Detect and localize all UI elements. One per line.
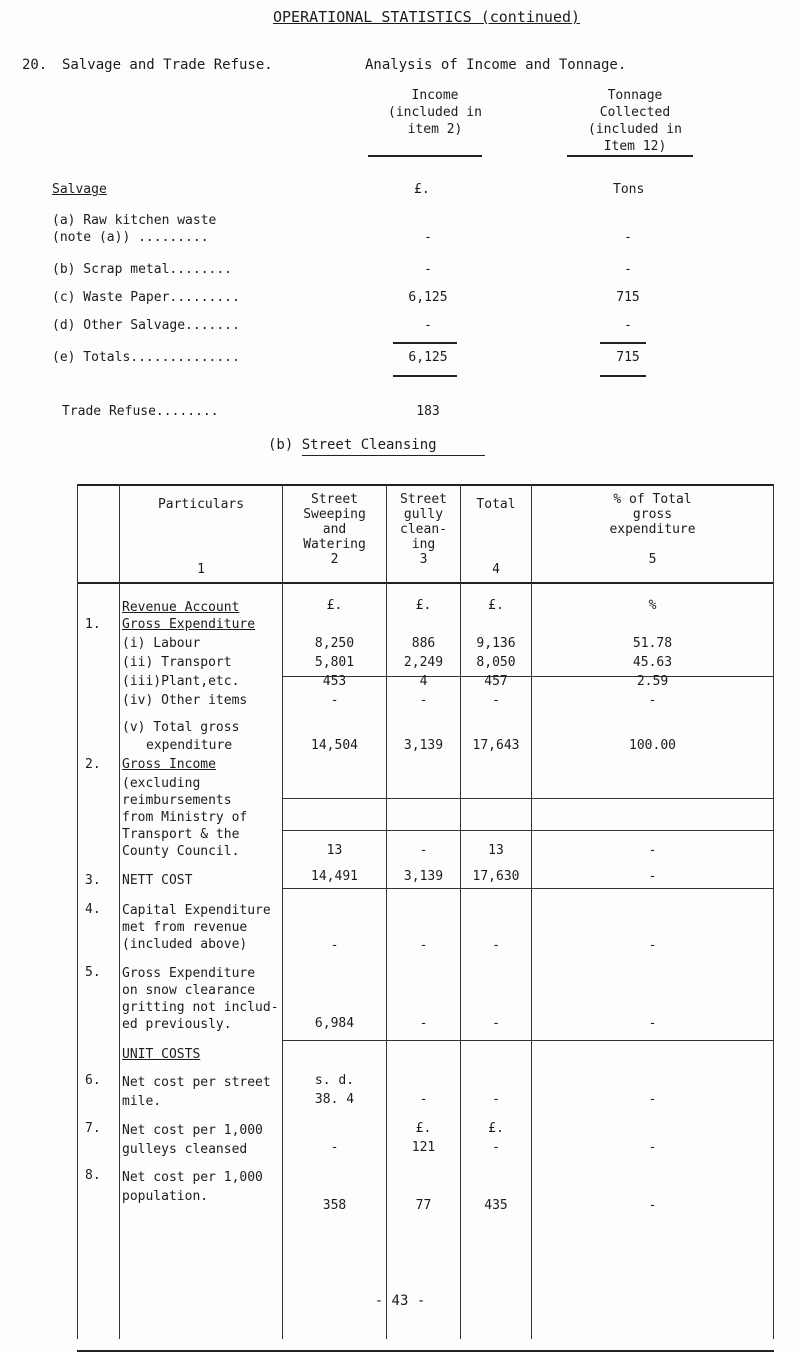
item-label: Net cost per street mile. [122,1075,271,1109]
totals-bottom-rule [393,375,457,377]
cell-value: 358 [322,1198,347,1213]
cell-value: - [648,843,657,858]
cell-value: 13 [488,843,504,858]
salvage-row-tonnage: - [624,318,632,333]
unit-label: £. [488,598,504,613]
row-separator [282,888,773,889]
item-number: 8. [85,1168,101,1183]
tonnage-unit: Tons [613,182,645,197]
table-top-border [77,484,774,486]
salvage-row-income: - [424,318,432,333]
cell-unit: £. [415,1121,432,1136]
item-number: 7. [85,1121,101,1136]
cell-value: - [648,1016,657,1031]
unit-label: £. [326,598,343,613]
totals-top-rule [393,342,457,344]
header-sweeping: Street Sweeping and Watering 2 [303,492,366,567]
cell-value: 8,250 [314,636,355,651]
cell-value: - [330,938,339,953]
unit-label: % [648,598,657,613]
item-label: (iii)Plant,etc. [122,674,240,689]
salvage-row-tonnage: - [624,262,632,277]
cell-value: 38. 4 [314,1092,355,1107]
cell-value: - [492,1092,500,1107]
cell-value: - [492,1016,500,1031]
cell-value: - [419,1092,428,1107]
header-bottom-border [77,582,774,584]
cell-value: - [419,1016,428,1031]
item-label: Net cost per 1,000 population. [122,1170,263,1204]
item-label: (iv) Other items [122,693,248,708]
cell-value: 6,984 [314,1016,355,1031]
row-separator [282,830,773,831]
street-cleansing-title: (b) Street Cleansing [268,437,437,453]
item-number: 6. [85,1073,101,1088]
salvage-label: Salvage [52,182,107,197]
cell-value: 100.00 [629,738,676,753]
salvage-row-tonnage: - [624,230,632,245]
row-separator [282,798,773,799]
col-divider [773,484,774,1339]
unit-costs-heading: UNIT COSTS [122,1047,201,1062]
cell-value: - [419,843,428,858]
item-label: Capital Expenditure met from revenue (included above) [122,903,271,952]
cell-value: - [419,693,428,708]
salvage-row-income: - [424,262,432,277]
tonnage-heading-rule [567,155,693,157]
item-number: 4. [85,902,101,917]
salvage-row-label: (a) Raw kitchen waste (note (a)) ......... [52,213,217,245]
item-label: Gross Expenditure [122,617,256,632]
cell-value: 17,630 [472,869,520,884]
salvage-row-label: (c) Waste Paper......... [52,290,240,305]
header-col-number: 1 [197,562,205,577]
item-number: 2. [85,757,101,772]
cell-value: - [419,938,428,953]
cell-value: 886 [411,636,436,651]
item-label: (excluding reimbursements from Ministry of Transport & the County Council. [122,776,248,859]
cell-value: - [648,938,657,953]
cell-value: 51.78 [632,636,673,651]
header-particulars: Particulars [157,497,245,512]
item-label: (i) Labour [122,636,201,651]
item-number: 3. [85,873,101,888]
cell-value: 3,139 [403,738,444,753]
item-number: 1. [85,617,101,632]
salvage-total-label: (e) Totals.............. [52,350,240,365]
cell-value: - [648,1092,657,1107]
item-label: NETT COST [122,873,193,888]
cell-value: 121 [411,1140,436,1155]
cell-unit: £. [488,1121,504,1136]
cell-value: 14,504 [311,738,358,753]
trade-refuse-income: 183 [416,404,440,419]
totals-bottom-rule [600,375,646,377]
salvage-row-label: (b) Scrap metal........ [52,262,233,277]
salvage-row-label: (d) Other Salvage....... [52,318,240,333]
item-label: (ii) Transport [122,655,232,670]
cell-value: 2,249 [403,655,444,670]
cell-value: 2.59 [636,674,669,689]
unit-label: £. [415,598,432,613]
salvage-row-income: 6,125 [408,290,448,305]
cell-value: 3,139 [403,869,444,884]
cell-value: 14,491 [311,869,358,884]
income-column-heading: Income (included in item 2) [388,88,482,137]
tonnage-column-heading: Tonnage Collected (included in Item 12) [588,88,682,154]
cell-value: 77 [415,1198,432,1213]
salvage-row-tonnage: 715 [616,290,640,305]
cell-value: 13 [326,843,343,858]
salvage-total-tonnage: 715 [616,350,640,365]
cell-value: 5,801 [314,655,355,670]
cell-value: 435 [484,1198,508,1213]
cell-value: 8,050 [476,655,516,670]
cell-value: - [648,693,657,708]
item-label: Gross Income [122,757,216,772]
income-unit: £. [414,182,430,197]
section-number: 20. [22,57,48,73]
cell-value: - [492,693,500,708]
trade-refuse-label: Trade Refuse........ [62,404,219,419]
header-total: Total [476,497,516,512]
cell-value: 45.63 [632,655,673,670]
row-separator [282,1040,773,1041]
cell-value: - [492,1140,500,1155]
col-divider [77,484,78,1339]
item-label: expenditure [146,738,233,753]
cell-value: - [330,1140,339,1155]
cell-value: - [648,869,657,884]
col-divider [119,484,120,1339]
title-underline [302,455,485,456]
header-gully: Street gully clean- ing 3 [400,492,447,567]
header-col-number: 4 [492,562,500,577]
item-label: Net cost per 1,000 gulleys cleansed [122,1123,263,1157]
cell-value: 457 [484,674,508,689]
header-percent: % of Total gross expenditure 5 [609,492,696,567]
cell-value: 453 [322,674,347,689]
item-label: (v) Total gross [122,720,240,735]
section-title: Salvage and Trade Refuse. [62,57,273,73]
analysis-title: Analysis of Income and Tonnage. [365,57,627,73]
salvage-row-income: - [424,230,432,245]
cell-unit: s. d. [314,1073,355,1088]
cell-value: - [492,938,500,953]
page-number: - 43 - [374,1293,426,1309]
item-label: Gross Expenditure on snow clearance gritting not includ- ed previously. [122,966,279,1032]
item-label: Revenue Account [122,600,240,615]
cell-value: - [648,1140,657,1155]
income-heading-rule [368,155,482,157]
cell-value: - [330,693,339,708]
item-number: 5. [85,965,101,980]
page-header: OPERATIONAL STATISTICS (continued) [273,8,581,26]
totals-top-rule [600,342,646,344]
cell-value: 17,643 [472,738,520,753]
cell-value: 4 [419,674,428,689]
cell-value: 9,136 [476,636,516,651]
salvage-total-income: 6,125 [408,350,448,365]
cell-value: - [648,1198,657,1213]
